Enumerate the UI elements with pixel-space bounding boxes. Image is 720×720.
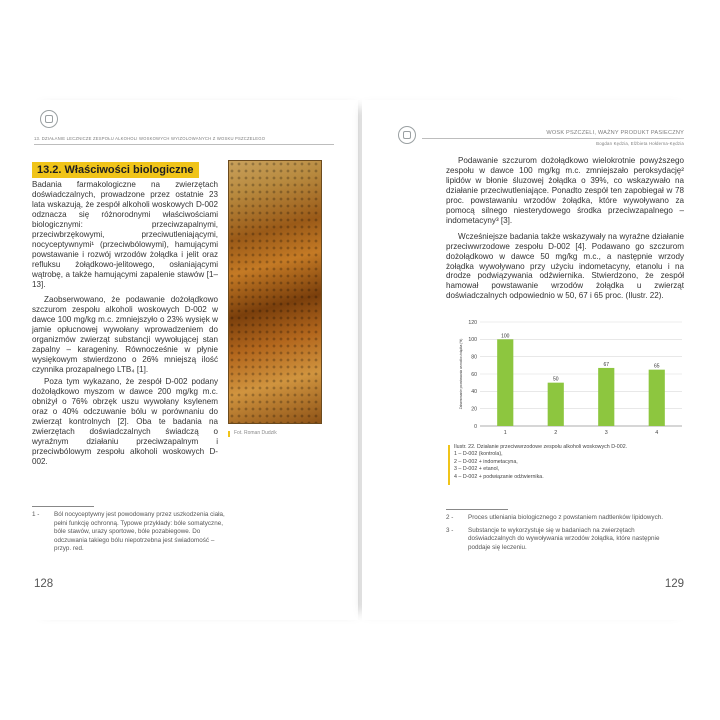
paragraph: Podawanie szczurom dożołądkowo wielokrotnie powyższego zespołu w dawce 100 mg/kg m.c. zmniejszało peroksydację² lipidów w błonie śluzowej żołądka o 39%, co wskazywało na działanie przeciwutleniające. Ponadto zespół ten zapobiegał w 78 proc. powstawaniu wrzodów żołądka, które wywoływano za pomocą silnego niesterydowego środka przeciwzapalnego – indometacyny³ [3]. (446, 156, 684, 225)
footnote-rule (32, 506, 94, 507)
footnote (446, 527, 676, 553)
bar (649, 370, 665, 426)
bar-chart (450, 318, 686, 440)
x-tick-label: 3 (604, 430, 608, 436)
data-label: 67 (603, 361, 610, 368)
photo-credit: Fot. Roman Dudzik (234, 430, 277, 436)
caption-item: 1 – D-002 (kontrola), (454, 451, 503, 458)
footnotes (32, 511, 232, 558)
footnote-number: 1 - (32, 511, 40, 518)
book-logo-icon (398, 126, 416, 144)
body-text (32, 180, 218, 467)
paragraph: Badania farmakologiczne na zwierzętach doświadczalnych, prowadzone przez ostatnie 23 lata wskazują, że zespół alkoholi woskowych D-002 odznacza się różnorodnymi właściwościami biologicznymi: przeciwzapalnymi, przeciwbrzękowymi, przeciwutleniającymi, nocyceptywnymi¹ (przeciwbólowymi), hamującymi powstawanie i rozwój wrzodów żołądka i jelit oraz refluksu żołądkowo-jelitowego, osłaniającymi wątrobę, a także hamującymi zapalenie stawów [1–13]. (32, 180, 218, 289)
caption-accent (228, 431, 230, 437)
page-number: 129 (664, 578, 684, 590)
footnotes (446, 514, 676, 556)
honeycomb-photo (228, 160, 322, 424)
running-header: 13. DZIAŁANIE LECZNICZE ZESPOŁU ALKOHOLI WOSKOWYCH WYIZOLOWANYCH Z WOSKU PSZCZELEGO (34, 136, 266, 141)
y-tick-label: 120 (468, 319, 477, 326)
footnote-text: Substancje te wykorzystuje się w badaniach na zwierzętach doświadczalnych do wywoływania wrzodów żołądka, które następnie poddaje się leczeniu. (468, 526, 660, 551)
bar (497, 339, 513, 426)
section-title: 13.2. Właściwości biologiczne (32, 162, 199, 178)
paragraph: Poza tym wykazano, że zespół D-002 podany dożołądkowo myszom w dawce 200 mg/kg m.c. obniżył o 76% obrzęk uszu wywołany ksylenem oraz o 40% odczuwanie bólu w porównaniu do zwierząt kontrolnych [2]. Oba te badania na zwierzętach doświadczalnych świadczą o wyraźnym działaniu przeciwzapalnym i przeciwbólowym zespołu alkoholi woskowych D-002. (32, 377, 218, 466)
footnote-text: Proces utleniania biologicznego z powstaniem nadtlenków lipidowych. (468, 514, 663, 521)
y-tick-label: 100 (468, 337, 477, 344)
paragraph: Wcześniejsze badania także wskazywały na wyraźne działanie przeciwwrzodowe zespołu D-002 [4]. Podawano go szczurom dożołądkowo w dawce 50 mg/kg m.c., a następnie wrzody żołądka wywoływano przy użyciu indometacyny, etanolu i na drodze podwiązywania odźwiernika. Stwierdzono, że zespół hamował powstawanie wrzodów żołądka u zwierząt doświadczalnych odpowiednio w 50, 67 i 65 proc. (Ilustr. 22). (446, 231, 684, 301)
header-rule (34, 144, 334, 145)
x-tick-label: 4 (655, 430, 659, 436)
footnote-rule (446, 509, 508, 510)
data-label: 100 (501, 333, 510, 340)
y-tick-label: 80 (471, 354, 477, 361)
bar (548, 383, 564, 426)
caption-item: 4 – D-002 + podwiązanie odźwiernika. (454, 473, 544, 480)
running-subheader: Bogdan Kędzia, Elżbieta Hołderna-Kędzia (596, 141, 684, 146)
data-label: 65 (653, 363, 660, 370)
left-page (28, 100, 358, 620)
figure-caption (454, 444, 694, 481)
footnote-text: Ból nocyceptywny jest powodowany przez uszkodzenia ciała, pełni funkcję ochronną. Typowe przykłady: bóle somatyczne, bóle stawów, urazy sportowe, bóle pozabiegowe. Do odczuwania takiego bólu niepotrzebna jest świadomość – przyp. red. (54, 511, 225, 553)
caption-item: 3 – D-002 + etanol, (454, 466, 500, 473)
data-label: 50 (552, 376, 559, 383)
x-tick-label: 2 (554, 430, 558, 436)
right-page (362, 100, 692, 620)
caption-title: Ilustr. 22. Działanie przeciwwrzodowe zespołu alkoholi woskowych D-002. (454, 444, 628, 450)
y-axis-label: Zahamowanie powstawania wrzodów żołądka (%) (459, 338, 463, 410)
book-logo-icon (40, 110, 58, 128)
header-rule (422, 138, 684, 139)
body-text (446, 156, 684, 301)
footnote-number: 2 - (446, 514, 454, 521)
y-tick-label: 20 (471, 406, 477, 413)
bar (598, 368, 614, 426)
y-tick-label: 60 (471, 371, 477, 378)
paragraph: Zaobserwowano, że podawanie dożołądkowo szczurom zespołu alkoholi woskowych D-002 w dawce 100 mg/kg m.c. zmniejszyło o 23% wysięk w jamie opłucnowej wywołany wprowadzeniem do organizmów zwierząt substancji wywołującej stan zapalny – karageniny. Równocześnie w płynie wysiękowym stwierdzono o 26% mniejszą ilość czynnika prozapalnego LTB₄ [1]. (32, 295, 218, 375)
x-tick-label: 1 (503, 430, 507, 436)
caption-accent (448, 445, 450, 485)
y-tick-label: 40 (471, 389, 477, 396)
footnote-number: 3 - (446, 526, 454, 534)
footnote (446, 514, 676, 523)
footnote (32, 511, 232, 554)
running-header: WOSK PSZCZELI, WAŻNY PRODUKT PASIECZNY (546, 130, 684, 136)
page-number: 128 (34, 578, 54, 590)
caption-item: 2 – D-002 + indometacyna, (454, 458, 518, 465)
y-tick-label: 0 (474, 423, 477, 430)
